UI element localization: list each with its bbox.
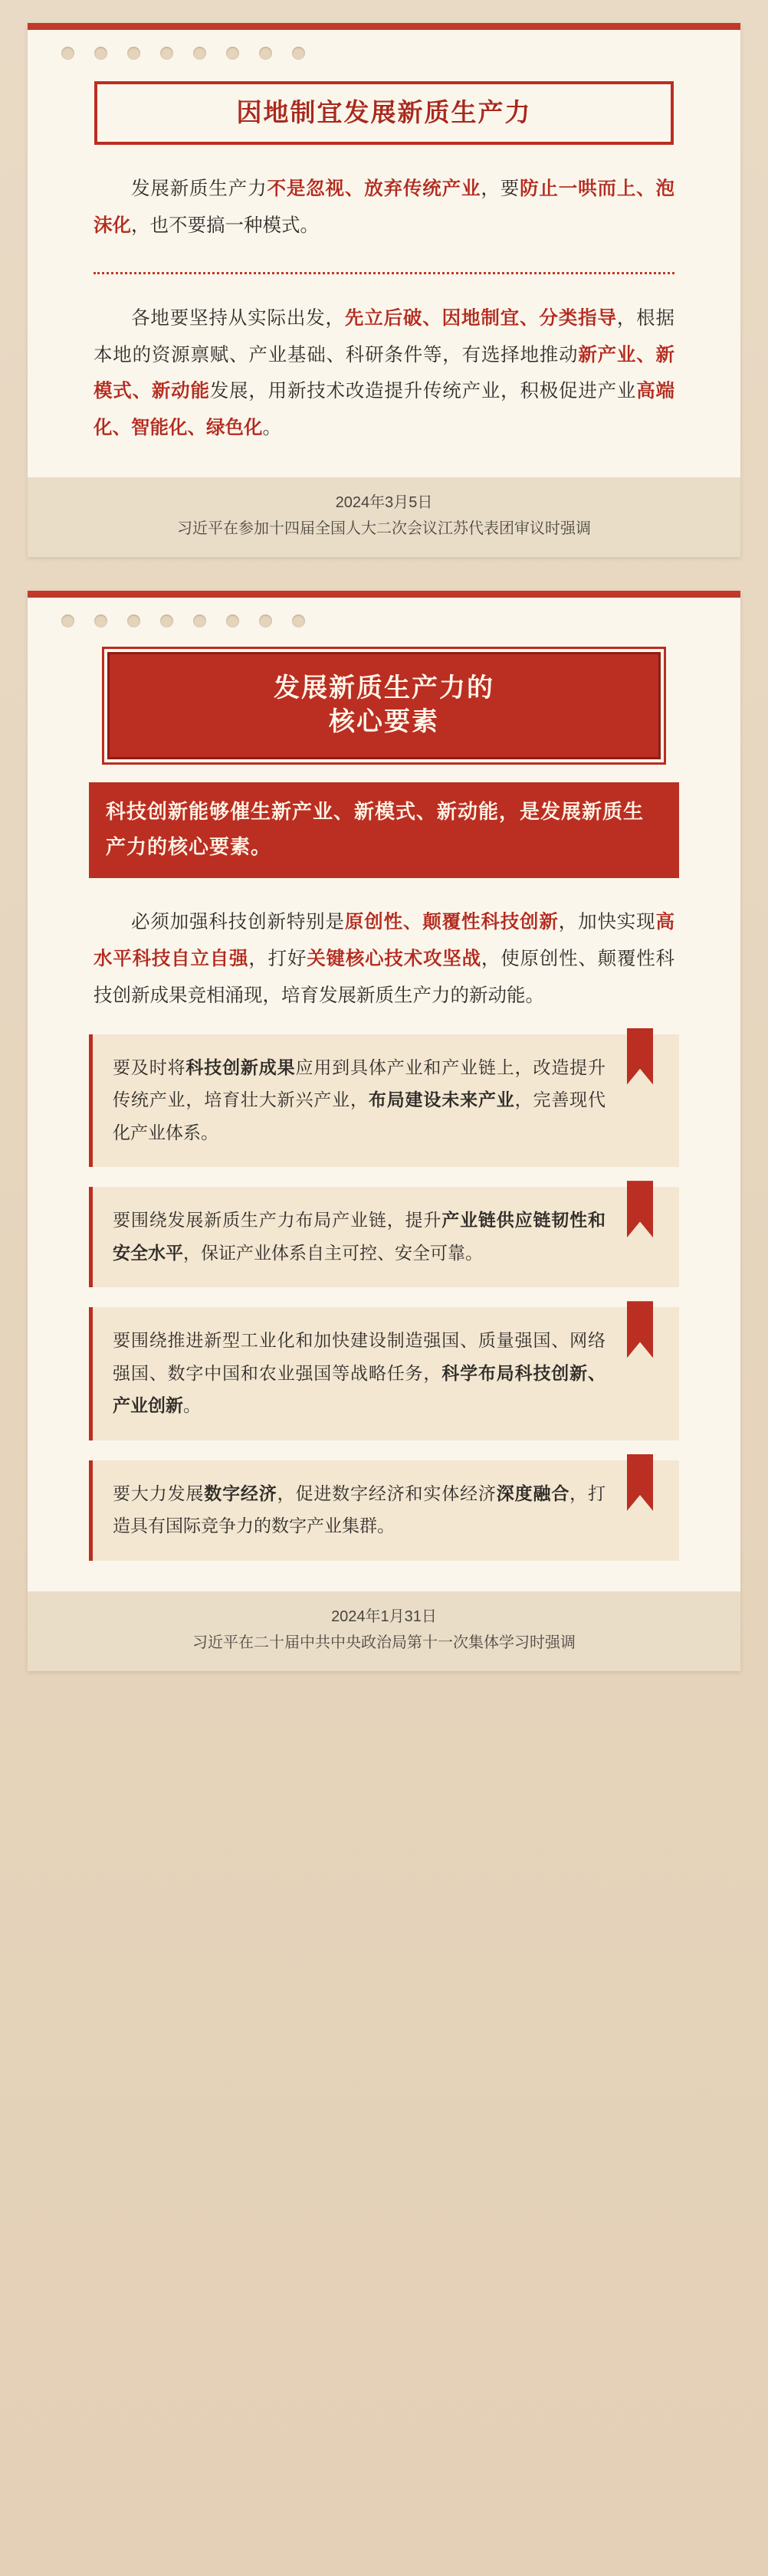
- punch-hole-icon: [61, 615, 74, 628]
- highlight-banner: [89, 782, 679, 878]
- note-block-text: 要围绕推进新型工业化和加快建设制造强国、质量强国、网络强国、数字中国和农业强国等战略任务，科学布局科技创新、产业创新。: [113, 1330, 606, 1416]
- card-headline-text: 因地制宜发展新质生产力: [236, 98, 532, 126]
- ribbon-bookmark-icon: [627, 1028, 653, 1085]
- punch-hole-icon: [226, 615, 239, 628]
- punch-hole-icon: [259, 47, 272, 60]
- quote-card-2: [28, 591, 740, 1671]
- punch-hole-icon: [61, 47, 74, 60]
- card-body: [28, 652, 740, 1561]
- ribbon-bookmark-icon: [627, 1301, 653, 1358]
- ribbon-bookmark-icon: [627, 1454, 653, 1511]
- note-block: [89, 1460, 679, 1561]
- quote-card-1: [28, 23, 740, 557]
- footer-source: 习近平在二十届中共中央政治局第十一次集体学习时强调: [192, 1634, 576, 1651]
- body-paragraph: 各地要坚持从实际出发，先立后破、因地制宜、分类指导，根据本地的资源禀赋、产业基础、科研条件等，有选择地推动新产业、新模式、新动能发展，用新技术改造提升传统产业，积极促进产业高端化、智能化、绿色化。: [94, 307, 675, 439]
- punch-hole-icon: [292, 47, 305, 60]
- punch-hole-icon: [94, 615, 107, 628]
- dotted-divider: [94, 272, 674, 274]
- punch-hole-icon: [292, 615, 305, 628]
- punch-hole-icon: [127, 615, 140, 628]
- note-block: [89, 1187, 679, 1287]
- punch-hole-icon: [226, 47, 239, 60]
- cards-container: [28, 23, 740, 1671]
- card-body: [28, 81, 740, 447]
- highlight-banner-text: 科技创新能够催生新产业、新模式、新动能，是发展新质生产力的核心要素。: [106, 800, 645, 858]
- footer-source: 习近平在参加十四届全国人大二次会议江苏代表团审议时强调: [177, 519, 591, 537]
- footer-date: 2024年3月5日: [335, 493, 433, 511]
- punch-hole-row: [28, 598, 740, 632]
- bracket-left-icon: [94, 81, 114, 145]
- card-footer: [28, 477, 740, 557]
- punch-hole-row: [28, 30, 740, 64]
- card-headline: [101, 81, 667, 145]
- note-block-text: 要及时将科技创新成果应用到具体产业和产业链上，改造提升传统产业，培育壮大新兴产业，布局建设未来产业，完善现代化产业体系。: [113, 1057, 606, 1142]
- punch-hole-icon: [127, 47, 140, 60]
- card-footer: [28, 1591, 740, 1671]
- note-block-text: 要围绕发展新质生产力布局产业链，提升产业链供应链韧性和安全水平，保证产业体系自主可控、安全可靠。: [113, 1210, 606, 1263]
- punch-hole-icon: [94, 47, 107, 60]
- footer-date: 2024年1月31日: [331, 1608, 437, 1625]
- punch-hole-icon: [259, 615, 272, 628]
- punch-hole-icon: [160, 47, 173, 60]
- card-headline: [107, 652, 661, 759]
- note-block: [89, 1034, 679, 1168]
- note-block-text: 要大力发展数字经济，促进数字经济和实体经济深度融合，打造具有国际竞争力的数字产业集群。: [113, 1483, 606, 1536]
- note-block: [89, 1307, 679, 1440]
- punch-hole-icon: [193, 47, 206, 60]
- body-paragraph: 发展新质生产力不是忽视、放弃传统产业，要防止一哄而上、泡沫化，也不要搞一种模式。: [94, 179, 675, 237]
- ribbon-bookmark-icon: [627, 1181, 653, 1237]
- punch-hole-icon: [193, 615, 206, 628]
- bracket-right-icon: [654, 81, 674, 145]
- body-paragraph: 必须加强科技创新特别是原创性、颠覆性科技创新，加快实现高水平科技自立自强，打好关键核心技术攻坚战，使原创性、颠覆性科技创新成果竞相涌现，培育发展新质生产力的新动能。: [94, 912, 675, 1006]
- card-headline-text: 发展新质生产力的 核心要素: [274, 673, 494, 737]
- punch-hole-icon: [160, 615, 173, 628]
